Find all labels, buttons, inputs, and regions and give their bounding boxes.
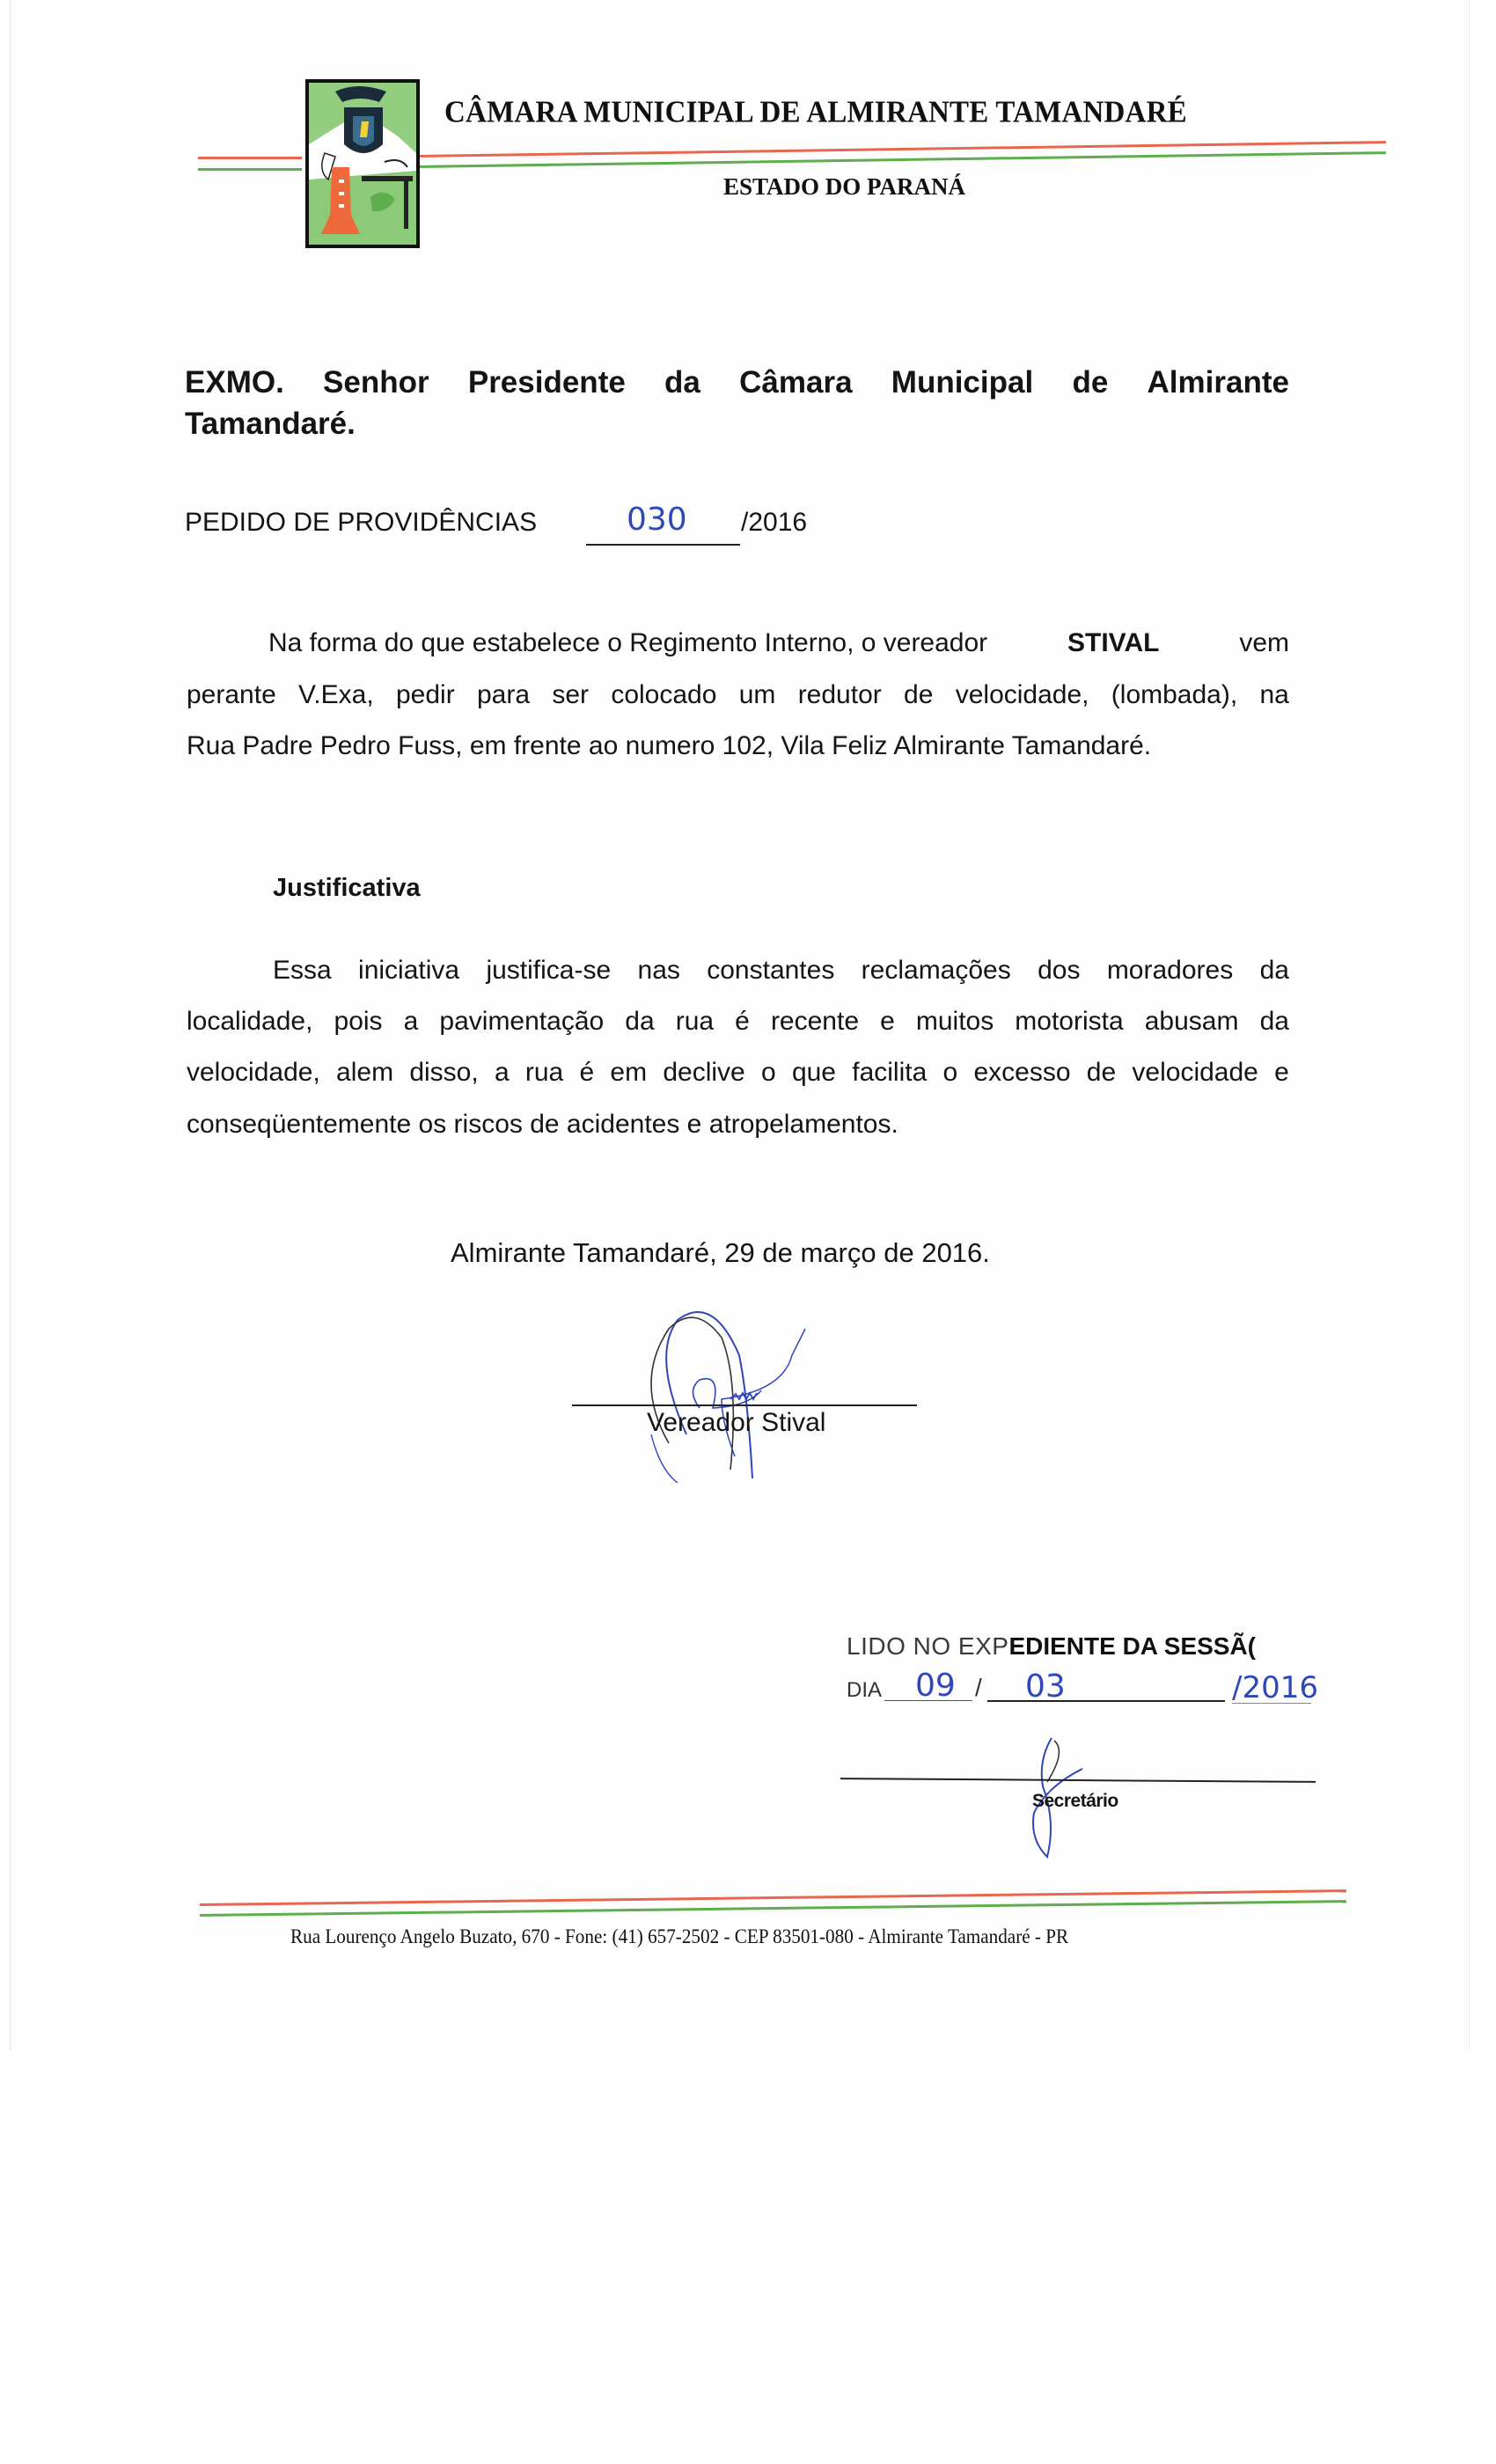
justification-word: que: [791, 1058, 836, 1087]
justification-word: recente: [770, 1007, 860, 1036]
body-word: velocidade,: [955, 680, 1089, 709]
stamp-year-handwritten: /2016: [1232, 1670, 1318, 1705]
body-word: V.Exa,: [298, 680, 374, 709]
body-line-1-end: vem: [1239, 628, 1289, 657]
justification-word: localidade,: [187, 1007, 313, 1036]
stamp-title-bold: EDIENTE DA SESSÃ(: [1008, 1632, 1256, 1660]
body-word: na: [1259, 680, 1289, 709]
justification-word: muitos: [915, 1007, 994, 1036]
justification-word: da: [625, 1007, 655, 1036]
addressee-word: Municipal: [891, 365, 1034, 400]
justification-word: o: [761, 1058, 776, 1087]
justification-title: Justificativa: [273, 874, 421, 902]
justification-word: alem: [336, 1058, 394, 1087]
justification-word: a: [494, 1058, 510, 1087]
request-year: /2016: [741, 508, 808, 537]
justification-word: velocidade,: [187, 1058, 320, 1087]
header-rule-green-left: [198, 168, 302, 171]
justification-line-1: [273, 956, 1289, 986]
body-line-2: [187, 680, 1289, 710]
municipal-coat-of-arms-icon: [305, 79, 420, 248]
addressee-line-1: [185, 365, 1289, 400]
justification-word: declive: [663, 1058, 745, 1087]
body-word: pedir: [395, 680, 455, 709]
justification-line-4: conseqüentemente os riscos de acidentes e atropelamentos.: [187, 1110, 898, 1139]
stamp-slash: /: [975, 1674, 982, 1701]
justification-word: abusam: [1144, 1007, 1239, 1036]
justification-line-2: [187, 1007, 1289, 1037]
addressee-word: Câmara: [739, 365, 853, 400]
footer-address: Rua Lourenço Angelo Buzato, 670 - Fone: (41) 657-2502 - CEP 83501-080 - Almirante Tamandaré - PR: [290, 1925, 1069, 1947]
body-word: de: [904, 680, 934, 709]
justification-word: moradores: [1106, 956, 1234, 985]
body-word: ser: [552, 680, 590, 709]
stamp-month-blank: [987, 1700, 1225, 1702]
justification-word: rua: [524, 1058, 564, 1087]
body-line-3: Rua Padre Pedro Fuss, em frente ao numero 102, Vila Feliz Almirante Tamandaré.: [187, 731, 1152, 760]
request-label: PEDIDO DE PROVIDÊNCIAS: [185, 508, 538, 537]
justification-line-3: [187, 1058, 1289, 1088]
secretary-label: Secretário: [1032, 1791, 1118, 1811]
justification-word: o: [942, 1058, 958, 1087]
justification-word: constantes: [707, 956, 835, 985]
signatory-name: Vereador Stival: [647, 1408, 826, 1437]
header-rule-red-left: [198, 157, 302, 159]
addressee-word: Senhor: [323, 365, 429, 400]
place-date: Almirante Tamandaré, 29 de março de 2016.: [451, 1237, 990, 1268]
justification-word: e: [1274, 1058, 1289, 1087]
justification-word: dos: [1038, 956, 1081, 985]
stamp-dia-label: DIA: [847, 1678, 883, 1702]
addressee-word: de: [1072, 365, 1109, 400]
justification-word: e: [880, 1007, 895, 1036]
signature-line: [572, 1404, 917, 1406]
stamp-month-handwritten: 03: [1025, 1668, 1066, 1705]
justification-word: pois: [334, 1007, 383, 1036]
justification-word: pavimentação: [439, 1007, 605, 1036]
vereador-signature-icon: [616, 1302, 880, 1487]
body-word: perante: [187, 680, 276, 709]
addressee-word: Almirante: [1147, 365, 1289, 400]
justification-word: nas: [637, 956, 680, 985]
justification-word: motorista: [1015, 1007, 1124, 1036]
stamp-title: [847, 1632, 1256, 1661]
body-word: redutor: [797, 680, 882, 709]
justification-word: de: [1086, 1058, 1117, 1087]
justification-word: facilita: [852, 1058, 928, 1087]
body-line-1-text: Na forma do que estabelece o Regimento Interno, o vereador: [268, 628, 988, 657]
justification-word: reclamações: [861, 956, 1011, 985]
justification-word: velocidade: [1132, 1058, 1258, 1087]
org-state: ESTADO DO PARANÁ: [723, 173, 966, 200]
vereador-name: STIVAL: [1067, 628, 1160, 657]
justification-word: iniciativa: [358, 956, 460, 985]
justification-word: da: [1259, 956, 1289, 985]
justification-word: é: [579, 1058, 595, 1087]
request-number-handwritten: 030: [627, 502, 687, 538]
justification-word: é: [735, 1007, 750, 1036]
justification-word: disso,: [409, 1058, 479, 1087]
org-title: CÂMARA MUNICIPAL DE ALMIRANTE TAMANDARÉ: [444, 96, 1187, 129]
body-line-1: [268, 628, 1289, 658]
body-word: para: [476, 680, 531, 709]
stamp-title-light: LIDO NO EXP: [847, 1632, 1009, 1660]
justification-word: justifica-se: [486, 956, 612, 985]
justification-word: Essa: [273, 956, 332, 985]
addressee-word: Presidente: [467, 365, 626, 400]
body-word: um: [738, 680, 776, 709]
body-word: colocado: [611, 680, 717, 709]
justification-word: em: [610, 1058, 648, 1087]
stamp-day-handwritten: 09: [915, 1668, 956, 1704]
justification-word: da: [1259, 1007, 1289, 1036]
addressee-line-2: Tamandaré.: [185, 407, 356, 441]
addressee-word: EXMO.: [185, 365, 284, 400]
justification-word: a: [403, 1007, 419, 1036]
addressee-word: da: [664, 365, 700, 400]
body-word: (lombada),: [1111, 680, 1238, 709]
justification-word: excesso: [973, 1058, 1071, 1087]
justification-word: rua: [675, 1007, 715, 1036]
